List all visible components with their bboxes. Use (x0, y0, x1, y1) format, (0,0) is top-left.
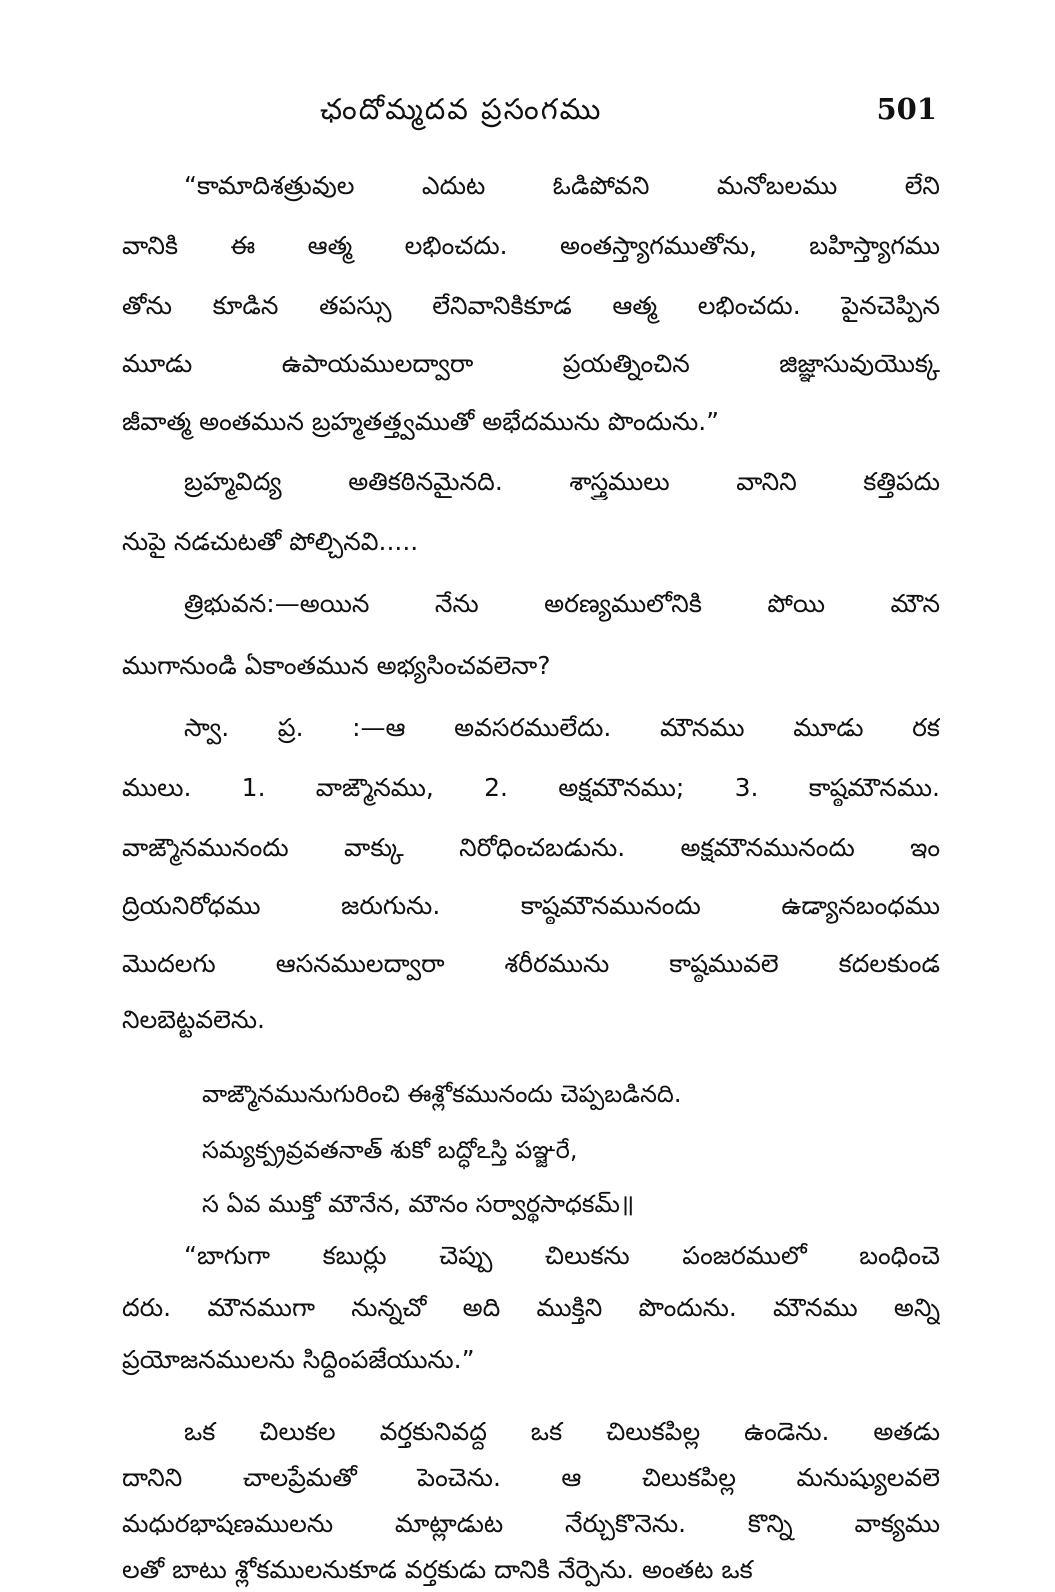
text-line: నుపై నడచుటతో పోల్చినవి..... (122, 527, 419, 556)
text-line: దరు. మౌనముగా నున్నచో అది ముక్తిని పొందును. మౌనము అన్ని (122, 1293, 940, 1322)
verse-intro: వాఙ్మౌనమునుగురించి ఈశ్లోకమునందు చెప్పబడినది. (202, 1080, 682, 1108)
text-line: త్రిభువన:—అయిన నేను అరణ్యములోనికి పోయి మౌన (184, 589, 940, 618)
text-line: వానికి ఈ ఆత్మ లభించదు. అంతస్త్యాగముతోను, బహిస్త్యాగము (122, 231, 940, 260)
verse-line: స ఏవ ముక్తో మౌనేన, మౌనం సర్వార్థసాధకమ్॥ (202, 1190, 635, 1218)
text-line: దానిని చాలప్రేమతో పెంచెను. ఆ చిలుకపిల్ల మనుష్యులవలె (122, 1463, 940, 1492)
text-line: ద్రియనిరోధము జరుగును. కాష్ఠమౌనమునందు ఉడ్యానబంధము (122, 891, 940, 920)
page-number: 501 (876, 92, 937, 126)
text-line: తోను కూడిన తపస్సు లేనివానికికూడ ఆత్మ లభించదు. పైనచెప్పిన (122, 291, 940, 320)
verse-line: సమ్యక్ప్రవ్రవతనాత్ శుకో బద్ధోఽస్తి పఞ్జరే, (202, 1136, 578, 1164)
text-line: మూడు ఉపాయములద్వారా ప్రయత్నించిన జిజ్ఞాసువుయొక్క (122, 349, 940, 378)
text-line: ములు. 1. వాఙ్మౌనము, 2. అక్షమౌనము; 3. కాష్ఠమౌనము. (122, 773, 940, 802)
page-header (0, 92, 1055, 132)
text-line: ఒక చిలుకల వర్తకునివద్ద ఒక చిలుకపిల్ల ఉండెను. అతడు (184, 1417, 940, 1446)
text-line: ముగానుండి ఏకాంతమున అభ్యసించవలెనా? (122, 651, 551, 680)
running-title: ఛందోమ్మదవ ప్రసంగము (320, 92, 603, 126)
text-line: బ్రహ్మవిద్య అతికఠినమైనది. శాస్త్రములు వానిని కత్తిపదు (184, 467, 940, 496)
text-line: లతో బాటు శ్లోకములనుకూడ వర్తకుడు దానికి నేర్పెను. అంతట ఒక (122, 1555, 753, 1584)
text-line: మధురభాషణములను మాట్లాడుట నేర్చుకొనెను. కొన్ని వాక్యము (122, 1509, 940, 1538)
text-line: జీవాత్మ అంతమున బ్రహ్మతత్త్వముతో అభేదమును పొందును.” (122, 407, 720, 436)
text-line: స్వా. ప్ర. :—ఆ అవసరములేదు. మౌనము మూడు రక (184, 713, 940, 742)
text-line: ప్రయోజనములను సిద్ధింపజేయును.” (122, 1345, 475, 1374)
text-line: “కామాదిశత్రువుల ఎదుట ఓడిపోవని మనోబలము లేని (184, 171, 940, 200)
text-line: “బాగుగా కబుర్లు చెప్పు చిలుకను పంజరములో బంధించె (184, 1241, 940, 1270)
text-line: నిలబెట్టవలెను. (122, 1005, 265, 1034)
text-line: మొదలగు ఆసనములద్వారా శరీరమును కాష్ఠమువలె కదలకుండ (122, 949, 940, 978)
text-line: వాఙ్మౌనమునందు వాక్కు నిరోధించబడును. అక్షమౌనమునందు ఇం (122, 833, 940, 862)
